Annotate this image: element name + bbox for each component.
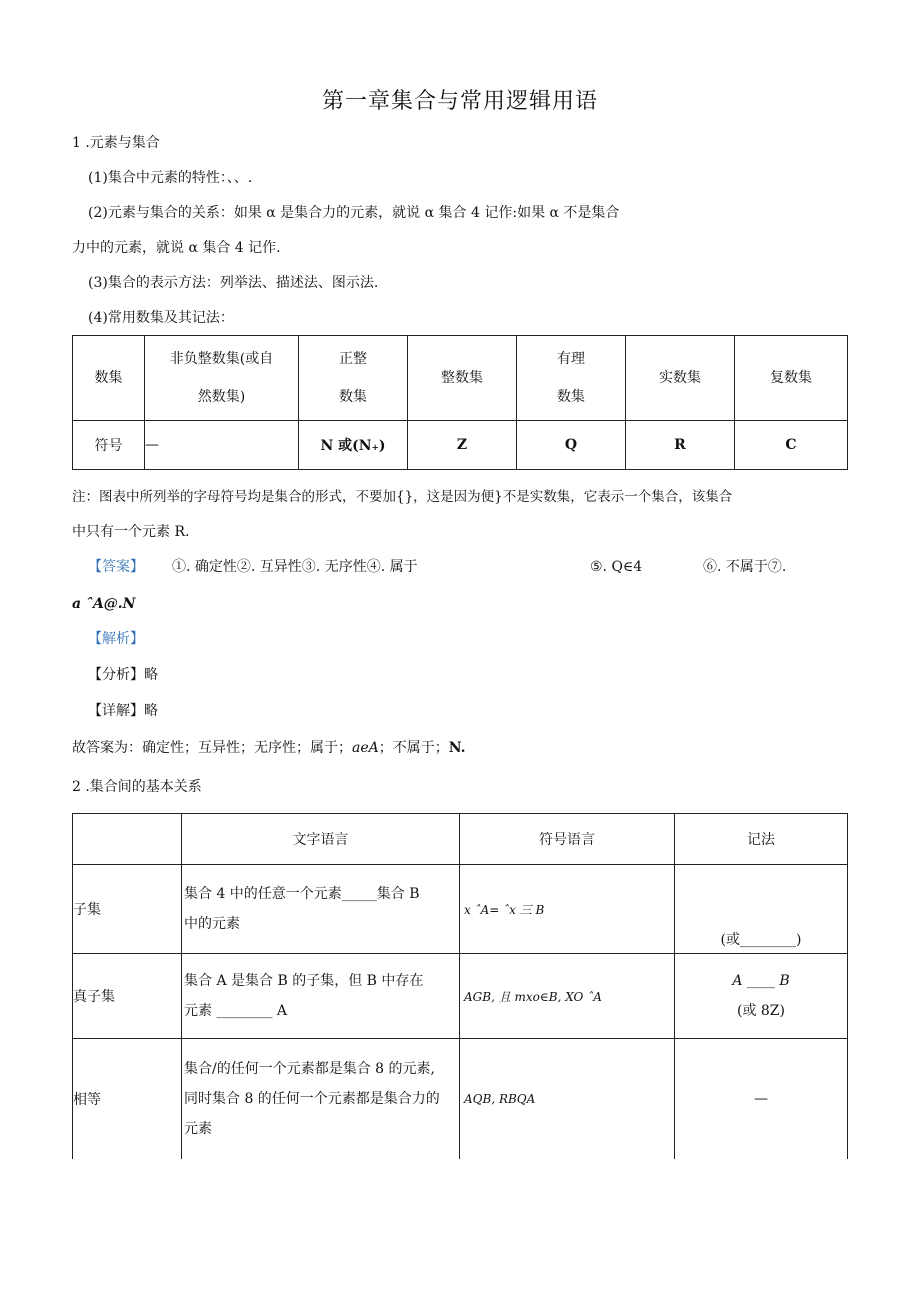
table-cell: 集合 A 是集合 B 的子集，但 B 中存在 元素 ________ A bbox=[182, 954, 460, 1039]
table-header-cell bbox=[73, 814, 182, 865]
table-cell: — bbox=[675, 1039, 848, 1160]
answer-text: ①. 确定性②. 互异性③. 无序性④. 属于 bbox=[172, 559, 418, 575]
table-cell: AGB, 且 mxo∈B, XO ˆA bbox=[460, 954, 675, 1039]
page-title: 第一章集合与常用逻辑用语 bbox=[321, 89, 598, 114]
table-header-cell: 文字语言 bbox=[182, 814, 460, 865]
table-cell: Z bbox=[408, 421, 517, 470]
table-cell: AQB, RBQA bbox=[460, 1039, 675, 1160]
note-line1: 注：图表中所列举的字母符号均是集合的形式，不要加{}，这是因为便}不是实数集，它表示一个集合，该集合 bbox=[72, 489, 733, 505]
table-cell: 符号 bbox=[73, 421, 145, 470]
analysis-conclusion: 故答案为：确定性；互异性；无序性；属于；aeA；不属于；N. bbox=[72, 740, 466, 756]
table-header-cell: 符号语言 bbox=[460, 814, 675, 865]
section1-heading: 1 .元素与集合 bbox=[72, 135, 160, 151]
analysis-xiangjie: 【详解】略 bbox=[88, 703, 158, 719]
analysis-label: 【解析】 bbox=[88, 631, 144, 647]
table-cell: 相等 bbox=[73, 1039, 182, 1160]
table-cell: 真子集 bbox=[73, 954, 182, 1039]
answer-part5: ⑤. Q∈4 bbox=[590, 559, 643, 575]
set-relations-table bbox=[72, 813, 848, 1159]
section1-p4: (4)常用数集及其记法： bbox=[88, 310, 234, 326]
table-cell: A ____ B (或 8Z) bbox=[675, 954, 848, 1039]
section1-p2: (2)元素与集合的关系：如果 α 是集合力的元素，就说 α 集合 4 记作:如果 α 不是集合 bbox=[88, 205, 620, 221]
table-cell: R bbox=[626, 421, 735, 470]
table-cell: 非负整数集(或自 然数集) bbox=[145, 336, 299, 421]
table-cell: — bbox=[145, 421, 299, 470]
section1-p3: (3)集合的表示方法：列举法、描述法、图示法. bbox=[88, 275, 379, 291]
answer-line2: a ˆA@.N bbox=[72, 596, 136, 612]
table-cell: 整数集 bbox=[408, 336, 517, 421]
table-cell: (或________) bbox=[675, 865, 848, 954]
section2-heading: 2 .集合间的基本关系 bbox=[72, 779, 202, 795]
table-cell: 数集 bbox=[73, 336, 145, 421]
table-cell: 集合/的任何一个元素都是集合 8 的元素, 同时集合 8 的任何一个元素都是集合力的 元素 bbox=[182, 1039, 460, 1160]
table-cell: 正整 数集 bbox=[299, 336, 408, 421]
number-sets-table bbox=[72, 335, 848, 470]
table-cell: x ˆA= ˆx 三 B bbox=[460, 865, 675, 954]
analysis-fenxi: 【分析】略 bbox=[88, 667, 158, 683]
section1-p2b: 力中的元素，就说 α 集合 4 记作. bbox=[72, 240, 281, 256]
table-row bbox=[73, 421, 848, 470]
table-cell: C bbox=[735, 421, 848, 470]
table-cell: Q bbox=[517, 421, 626, 470]
table-header-cell: 记法 bbox=[675, 814, 848, 865]
answer-label: 【答案】 bbox=[88, 559, 144, 575]
note-line2: 中只有一个元素 R. bbox=[72, 524, 190, 540]
table-cell: N 或(N₊) bbox=[299, 421, 408, 470]
table-cell: 集合 4 中的任意一个元素_____集合 B 中的元素 bbox=[182, 865, 460, 954]
table-cell: 有理 数集 bbox=[517, 336, 626, 421]
table-cell: 实数集 bbox=[626, 336, 735, 421]
table-row bbox=[73, 954, 848, 1039]
table-cell: 子集 bbox=[73, 865, 182, 954]
table-header-row bbox=[73, 814, 848, 865]
table-row bbox=[73, 1039, 848, 1160]
table-cell: 复数集 bbox=[735, 336, 848, 421]
answer-part6: ⑥. 不属于⑦. bbox=[703, 559, 787, 575]
table-row bbox=[73, 336, 848, 421]
section1-p1: (1)集合中元素的特性：、、. bbox=[88, 170, 253, 186]
table-row bbox=[73, 865, 848, 954]
